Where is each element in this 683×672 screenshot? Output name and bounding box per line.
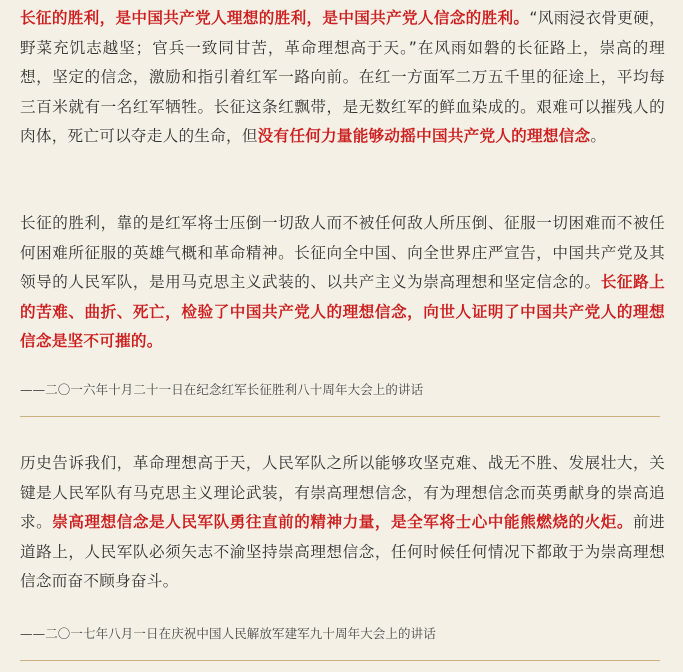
body-text: “风雨浸衣骨更硬，野菜充饥志越坚；官兵一致同甘苦，革命理想高于天。”在风雨如磐的长征路上，崇高的理想，坚定的信念，激励和指引着红军一路向前。在红一方面军二万五千里的征途上，平均每三百米就有一名红军牺牲。长征这条红飘带，是无数红军的鲜血染成的。艰难可以摧残人的肉体，死亡可以夺走人的生命，但: [20, 9, 665, 145]
section1-paragraph1: [20, 4, 665, 152]
highlight-text: 崇高理想信念是人民军队勇往直前的精神力量，是全军将士心中能熊燃烧的火炬。: [52, 513, 633, 531]
section1-paragraph2: [20, 209, 665, 357]
section1-source: ——二〇一六年十月二十一日在纪念红军长征胜利八十周年大会上的讲话: [20, 382, 424, 397]
section2-source: ——二〇一七年八月一日在庆祝中国人民解放军建军九十周年大会上的讲话: [20, 626, 436, 641]
body-text: 。: [590, 127, 607, 145]
highlight-text: 长征路上的苦难、曲折、死亡，检验了中国共产党人的理想信念，向世人证明了中国共产党人的理想信念是坚不可摧的。: [20, 273, 665, 350]
section-divider: [20, 660, 660, 661]
section-divider: [20, 416, 660, 417]
section2-paragraph1: [20, 449, 665, 597]
body-text: 历史告诉我们，革命理想高于天，人民军队之所以能够攻坚克难、战无不胜、发展壮大，关键是人民军队有马克思主义理论武装，有崇高理想信念，有为理想信念而英勇献身的崇高追求。: [20, 454, 665, 531]
highlight-text: 没有任何力量能够动摇中国共产党人的理想信念: [257, 127, 591, 145]
highlight-text: 长征的胜利，是中国共产党人理想的胜利，是中国共产党人信念的胜利。: [20, 9, 530, 27]
body-text: 长征的胜利，靠的是红军将士压倒一切敌人而不被任何敌人所压倒、征服一切困难而不被任何困难所征服的英雄气概和革命精神。长征向全中国、向全世界庄严宣告，中国共产党及其领导的人民军队，是用马克思主义武装的、以共产主义为崇高理想和坚定信念的。: [20, 214, 665, 291]
body-text: 前进道路上，人民军队必须矢志不渝坚持崇高理想信念，任何时候任何情况下都敢于为崇高理想信念而奋不顾身奋斗。: [20, 513, 665, 590]
